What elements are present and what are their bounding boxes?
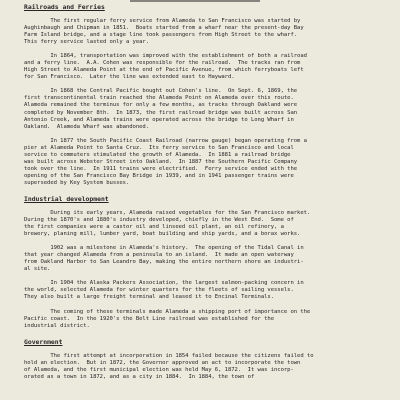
paragraph: In 1904 the Alaska Packers Association, the largest salmon-packing concern in the world, selected Alameda for winter quarters for the fleets of sailing vessels. They also built a large freight terminal and leased it to Encinal Terminals. — [24, 280, 304, 301]
paragraph: In 1877 the South Pacific Coast Railroad (narrow gauge) began operating from a pier at Alameda Point to Santa Cruz. Its ferry service to San Francisco and local service to commuters stimulated the growth of Alameda. In 1881 a railroad bridge was built across Webster Street into Oakland. In 1887 the Southern Pacific Company took over the line. In 1911 trains were electrified. Ferry service ended with the opening of the San Francisco Bay Bridge in 1939, and in 1941 passenger trains were superseded by Key System busses. — [24, 137, 307, 186]
paragraph: In 1868 the Central Pacific bought out Cohen's line. On Sept. 6, 1869, the first transcontinental train reached the Alameda Point on Alameda over this route. Alameda remained the terminus for only a few months, as tracks through Oakland were completed by November 8th. In 1873, the first railroad bridge was built across San Antonio Creek, and Alameda trains were operated across the bridge to Long Wharf in Oakland. Alameda Wharf was abandoned. — [24, 88, 298, 130]
section-heading-government: Government — [24, 337, 63, 346]
paragraph: During its early years, Alameda raised vegetables for the San Francisco market. During the 1870's and 1880's industry developed, chiefly in the West End. Some of the first companies were a castor oil and linseed oil plant, an oil refinery, a brewery, planing mill, lumber yard, boat building and ship yards, and a borax works. — [24, 209, 311, 238]
section-heading-railroads: Railroads and Ferries — [24, 3, 105, 11]
paragraph: In 1864, transportation was improved with the establishment of both a railroad and a ferry line. A.A. Cohen was responsible for the railroad. The tracks ran from High Street to Alameda Point at the end of Pacific Avenue, from which ferryboats left for San Francisco. Later the line was extended east to Hayward. — [24, 53, 307, 81]
paragraph: 1902 was a milestone in Alameda's history. The opening of the Tidal Canal in that year changed Alameda from a peninsula to an island. It made an open waterway from Oakland Harbor to San Leandro Bay, making the entire northern shore an industri- al site. — [24, 245, 304, 273]
paragraph: The first regular ferry service from Alameda to San Francisco was started by Aughinbaugh and Chipman in 1851. Boats started from a wharf near the present-day Bay Farm Island bridge, and a stage line took passengers from High Street to the wharf. This ferry service lasted only a year. — [24, 18, 304, 46]
paragraph: The first attempt at incorporation in 1854 failed because the citizens failed to hold an election. But in 1872, the Governor approved an act to incorporate the town of Alameda, and the first municipal election was held May 6, 1872. It was incorp- orated as a town in 1872, and as a city in 1884. In 1884, the town of — [24, 352, 314, 380]
section-heading-industrial: Industrial development — [24, 194, 109, 203]
cut-off-title-fragment — [130, 0, 260, 2]
paragraph: The coming of these terminals made Alameda a shipping port of importance on the Pacific coast. In the 1920's the Belt Line railroad was established for the industrial district. — [24, 308, 311, 329]
